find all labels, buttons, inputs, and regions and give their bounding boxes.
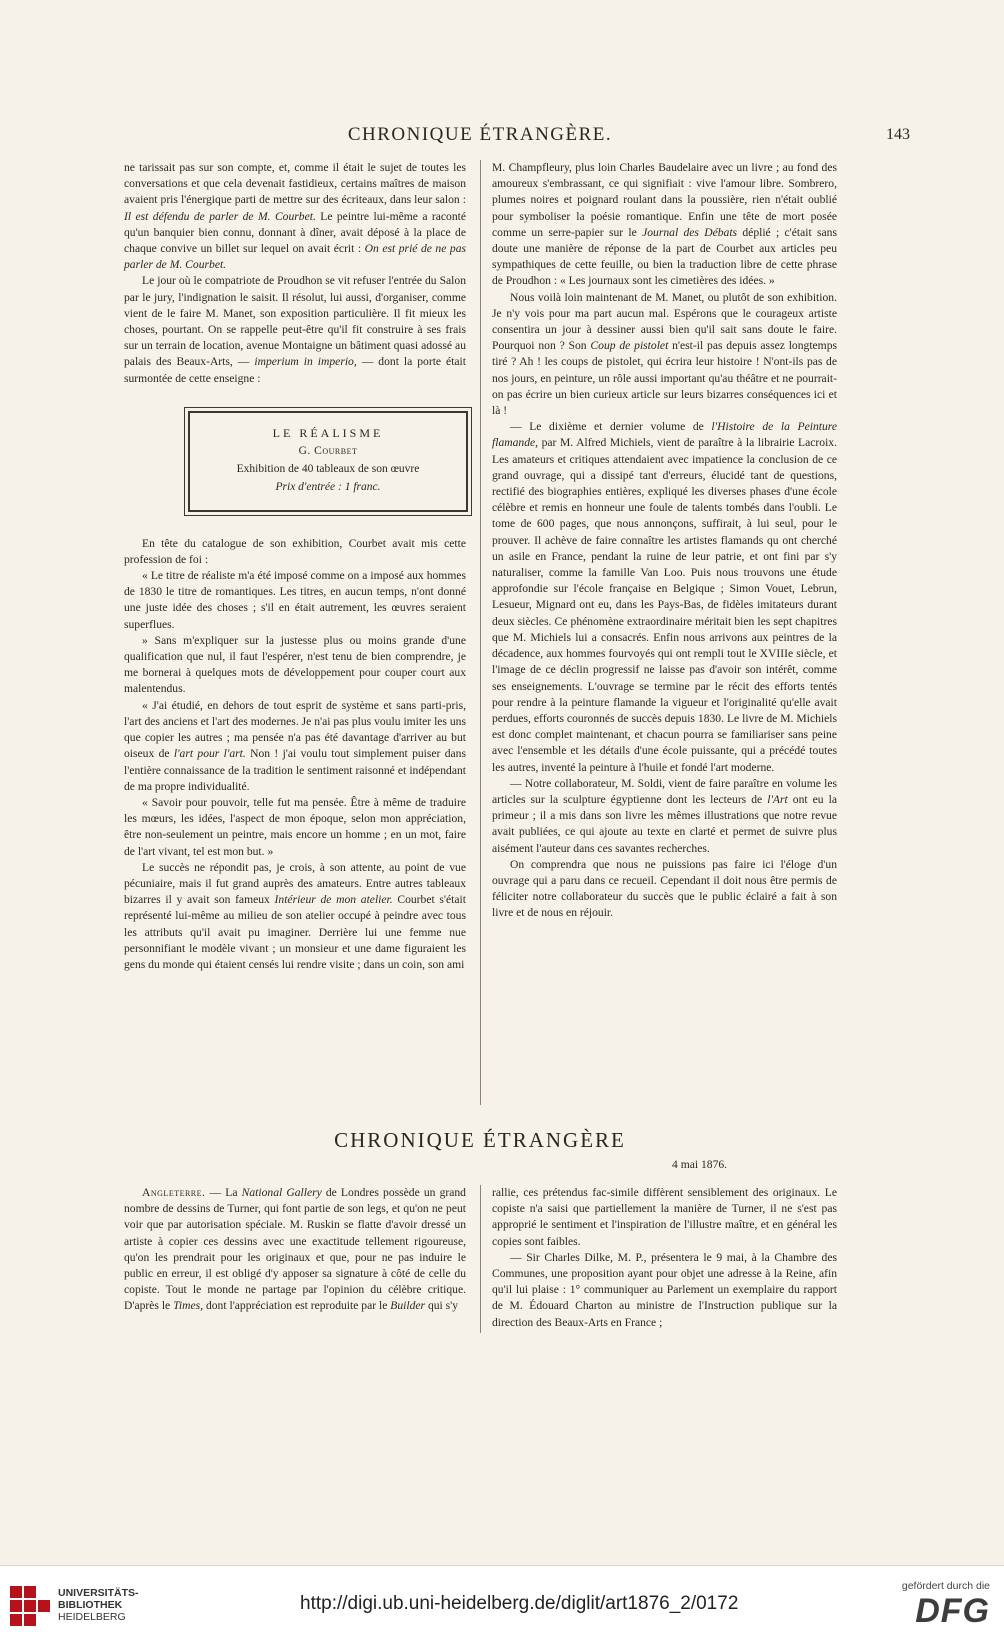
funder-label: gefördert durch die bbox=[901, 1580, 990, 1592]
paragraph: En tête du catalogue de son exhibition, Courbet avait mis cette profession de foi : bbox=[124, 536, 466, 566]
paragraph: ne tarissait pas sur son compte, et, comme il était le sujet de toutes les conversations et que cela devenait fastidieux, certains maîtres de maison avaient pris l'énergique parti de mettre sur des écriteaux, dans leur salon : Il est défendu de parler de M. Courbet. Le peintre lui-même a raconté qu'un banquier bien connu, donnant à dîner, avait déposé à la place de chaque convive un billet sur lequel on avait écrit : On est prié de ne pas parler de M. Courbet. bbox=[124, 161, 466, 272]
column-rule bbox=[480, 160, 481, 1105]
university-logo-icon bbox=[10, 1586, 50, 1626]
paragraph: Nous voilà loin maintenant de M. Manet, ou plutôt de son exhibition. Je n'y vois pour ma part aucun mal. Espérons que le courageux artiste consentira un jour à dessiner aussi bien qu'il sait sans doute le faire. Pourquoi non ? Son Coup de pistolet n'est-il pas depuis assez longtemps tiré ? Ah ! les coups de pistolet, qui écrira leur histoire ! N'ont-ils pas de nos jours, en peinture, un rôle aussi important qu'au théâtre et ne pourrait-on pas écrire un bien curieux article sur leurs bizarres conséquences ici et là ! bbox=[492, 290, 838, 418]
paragraph: — Sir Charles Dilke, M. P., présentera le 9 mai, à la Chambre des Communes, une proposition ayant pour objet une adresse à la Reine, afin qu'il lui plaise : 1° communiquer au Parlement un exemplaire du rapport de M. Édouard Charton au ministre de l'Instruction publique sur la direction des Beaux-Arts en France ; bbox=[492, 1250, 837, 1329]
column-top-right bbox=[492, 160, 837, 922]
running-head bbox=[110, 124, 910, 148]
paragraph: — Notre collaborateur, M. Soldi, vient de faire paraître en volume les articles sur la sculpture égyptienne dont les lecteurs de l'Art ont eu la primeur ; il a mis dans son livre les mêmes illustrations que notre revue avait publiées, ce qui ajoute au texte en clarté et permet de suivre plus aisément l'auteur dans ces savantes recherches. bbox=[492, 776, 837, 855]
paragraph: On comprendra que nous ne puissions pas faire ici l'éloge d'un ouvrage qui a paru dans ce recueil. Cependant il doit nous être permis de féliciter notre collaborateur du succès que le public éclairé a fait à son livre et de nous en réjouir. bbox=[492, 857, 837, 920]
paragraph: M. Champfleury, plus loin Charles Baudelaire avec un livre ; au fond des amoureux s'embrassant, ce qui signifiait : vive l'amour libre. Sombrero, plumes noires et poignard roulant dans la poussière, rien n'était oublié pour symboliser la poésie romantique. Enfin une tête de mort posée comme un serre-papier sur le Journal des Débats déplié ; c'était sans doute une manière de réponse de la part de Courbet aux articles peu sympathiques de cette feuille, ou bien la traduction libre de cette phrase de Proudhon : « Les journaux sont les cimetières des idées. » bbox=[492, 161, 837, 288]
permalink-url[interactable]: http://digi.ub.uni-heidelberg.de/diglit/art1876_2/0172 bbox=[300, 1593, 739, 1614]
paragraph: — Le dixième et dernier volume de l'Histoire de la Peinture flamande, par M. Alfred Michiels, vient de paraître à la librairie Lacroix. Les amateurs et critiques attendaient avec impatience la conclusion de ce grand ouvrage, qui a dissipé tant d'erreurs, élucidé tant de questions, rectifié des biographies entières, expliqué les diverses phases d'une école célèbre et remis en honneur une foule de talents tombés dans l'oubli. Le tome de 600 pages, que nous annonçons, suffirait, à lui seul, pour le prouver. Il achève de faire connaître les artistes flamands qu ont cherché un asile en France, pendant la ruine de leur patrie, et ont fini par s'y naturaliser, comme la famille Van Loo. Puis nous trouvons une étude approfondie sur l'école française en Belgique ; Simon Vouet, Lebrun, Lesueur, Mignard ont eu, dans les Pays-Bas, de fidèles imitateurs durant deux siècles. Ce phénomène extraordinaire méritait bien les sept chapitres que M. Michiels lui a consacrés. Enfin nous arrivons aux peintres de la décadence, aux hommes fourvoyés qui ont rempli tout le XVIIIe siècle, et l'image de ce déclin progressif ne laisse pas d'avoir son intérêt, comme ses enseignements. L'ouvrage se termine par le récit des efforts tentés pour rendre à la peinture flamande la vigueur et l'originalité qu'elle avait perdues, efforts couronnés de succès depuis 1830. Le livre de M. Michiels est donc complet maintenant, et chacun pourra se familiariser sans peine avec l'ensemble et les détails d'une école puissante, qui a précédé toutes les autres, inventé la peinture à l'huile et fondé l'art moderne. bbox=[492, 420, 838, 774]
column-rule bbox=[480, 1185, 481, 1333]
paragraph: rallie, ces prétendus fac-simile diffèrent sensiblement des originaux. Le copiste n'a saisi que partiellement la manière de Turner, il ne s'est pas approprié le sentiment et l'inspiration de l'illustre maître, et en général les copies sont faibles. bbox=[492, 1186, 837, 1248]
viewer-footer bbox=[0, 1565, 1004, 1642]
paragraph: Le jour où le compatriote de Proudhon se vit refuser l'entrée du Salon par le jury, l'indignation le saisit. Il résolut, lui aussi, d'organiser, comme vient de le faire M. Manet, son exposition particulière. Il fit mieux les choses, pourtant. On se rappelle peut-être qu'il fit construire à ses frais sur un terrain de location, avenue Montaigne un bâtiment quasi adossé au palais des Beaux-Arts, — imperium in imperio, — dont la porte était surmontée de cette enseigne : bbox=[124, 274, 467, 385]
dateline: 4 mai 1876. bbox=[672, 1158, 728, 1171]
section-title: CHRONIQUE ÉTRANGÈRE bbox=[334, 1128, 626, 1152]
signboard-line: Exhibition de 40 tableaux de son œuvre bbox=[236, 463, 420, 476]
paragraph: » Sans m'expliquer sur la justesse plus ou moins grande d'une qualification que nul, il faut l'espérer, n'est tenu de bien comprendre, je me bornerai à quelques mots de développement pour couper court aux malentendus. bbox=[124, 633, 466, 696]
signboard-box bbox=[184, 407, 472, 516]
paragraph: « J'ai étudié, en dehors de tout esprit de système et sans parti-pris, l'art des anciens et l'art des modernes. Je n'ai pas plus voulu imiter les uns que copier les autres ; ma pensée n'a pas été davantage d'arriver au but oiseux de l'art pour l'art. Non ! j'ai voulu tout simplement puiser dans l'entière connaissance de la tradition le sentiment raisonné et indépendant de ma propre individualité. bbox=[124, 698, 466, 793]
signboard-price: Prix d'entrée : 1 franc. bbox=[275, 481, 381, 494]
running-title: CHRONIQUE ÉTRANGÈRE. bbox=[347, 124, 613, 145]
paragraph: Angleterre. — La National Gallery de Londres possède un grand nombre de dessins de Turner, qui font partie de son legs, et qu'on ne peut voir que par autorisation spéciale. M. Ruskin se flatte d'avoir dressé un artiste à copier ces dessins avec une exactitude tellement rigoureuse, qu'on les prendrait pour les originaux et que, pour ne pas induire le public en erreur, il est obligé d'y apposer sa signature à côté de celle du copiste. Tout le monde ne partage par l'opinion du célèbre critique. D'après le Times, dont l'appréciation est reproduite par le Builder qui s'y bbox=[124, 1186, 466, 1313]
funder-block bbox=[902, 1580, 990, 1630]
paragraph: Le succès ne répondit pas, je crois, à son attente, au point de vue pécuniaire, mais il fut grand auprès des amateurs. Entre autres tableaux bizarres il y avait son fameux Intérieur de mon atelier. Courbet s'était représenté lui-même au milieu de son atelier occupé à peindre avec tous les attributs qu'il avait pu imaginer. Derrière lui une femme nue personnifiant le modèle vivant ; un monsieur et une dame figuraient les gens du monde qui étaient censés lui rendre visite ; dans un coin, son ami bbox=[124, 860, 466, 971]
library-name: UNIVERSITÄTS- BIBLIOTHEK HEIDELBERG bbox=[58, 1587, 139, 1623]
column-top-left bbox=[124, 160, 466, 973]
page-number: 143 bbox=[886, 126, 910, 143]
signboard-name: G. Courbet bbox=[298, 445, 358, 458]
dfg-logo: DFG bbox=[915, 1592, 990, 1630]
signboard-title: LE RÉALISME bbox=[272, 425, 384, 440]
paragraph: « Savoir pour pouvoir, telle fut ma pensée. Être à même de traduire les mœurs, les idées, l'aspect de mon époque, selon mon appréciation, être non-seulement un peintre, mais encore un homme ; en un mot, faire de l'art vivant, tel est mon but. » bbox=[124, 795, 466, 858]
paragraph: « Le titre de réaliste m'a été imposé comme on a imposé aux hommes de 1830 le titre de romantiques. Les titres, en aucun temps, n'ont donné une juste idée des choses ; s'il en était autrement, les œuvres seraient superflues. bbox=[124, 569, 466, 631]
column-bottom-left bbox=[124, 1185, 466, 1315]
column-bottom-right bbox=[492, 1185, 837, 1331]
